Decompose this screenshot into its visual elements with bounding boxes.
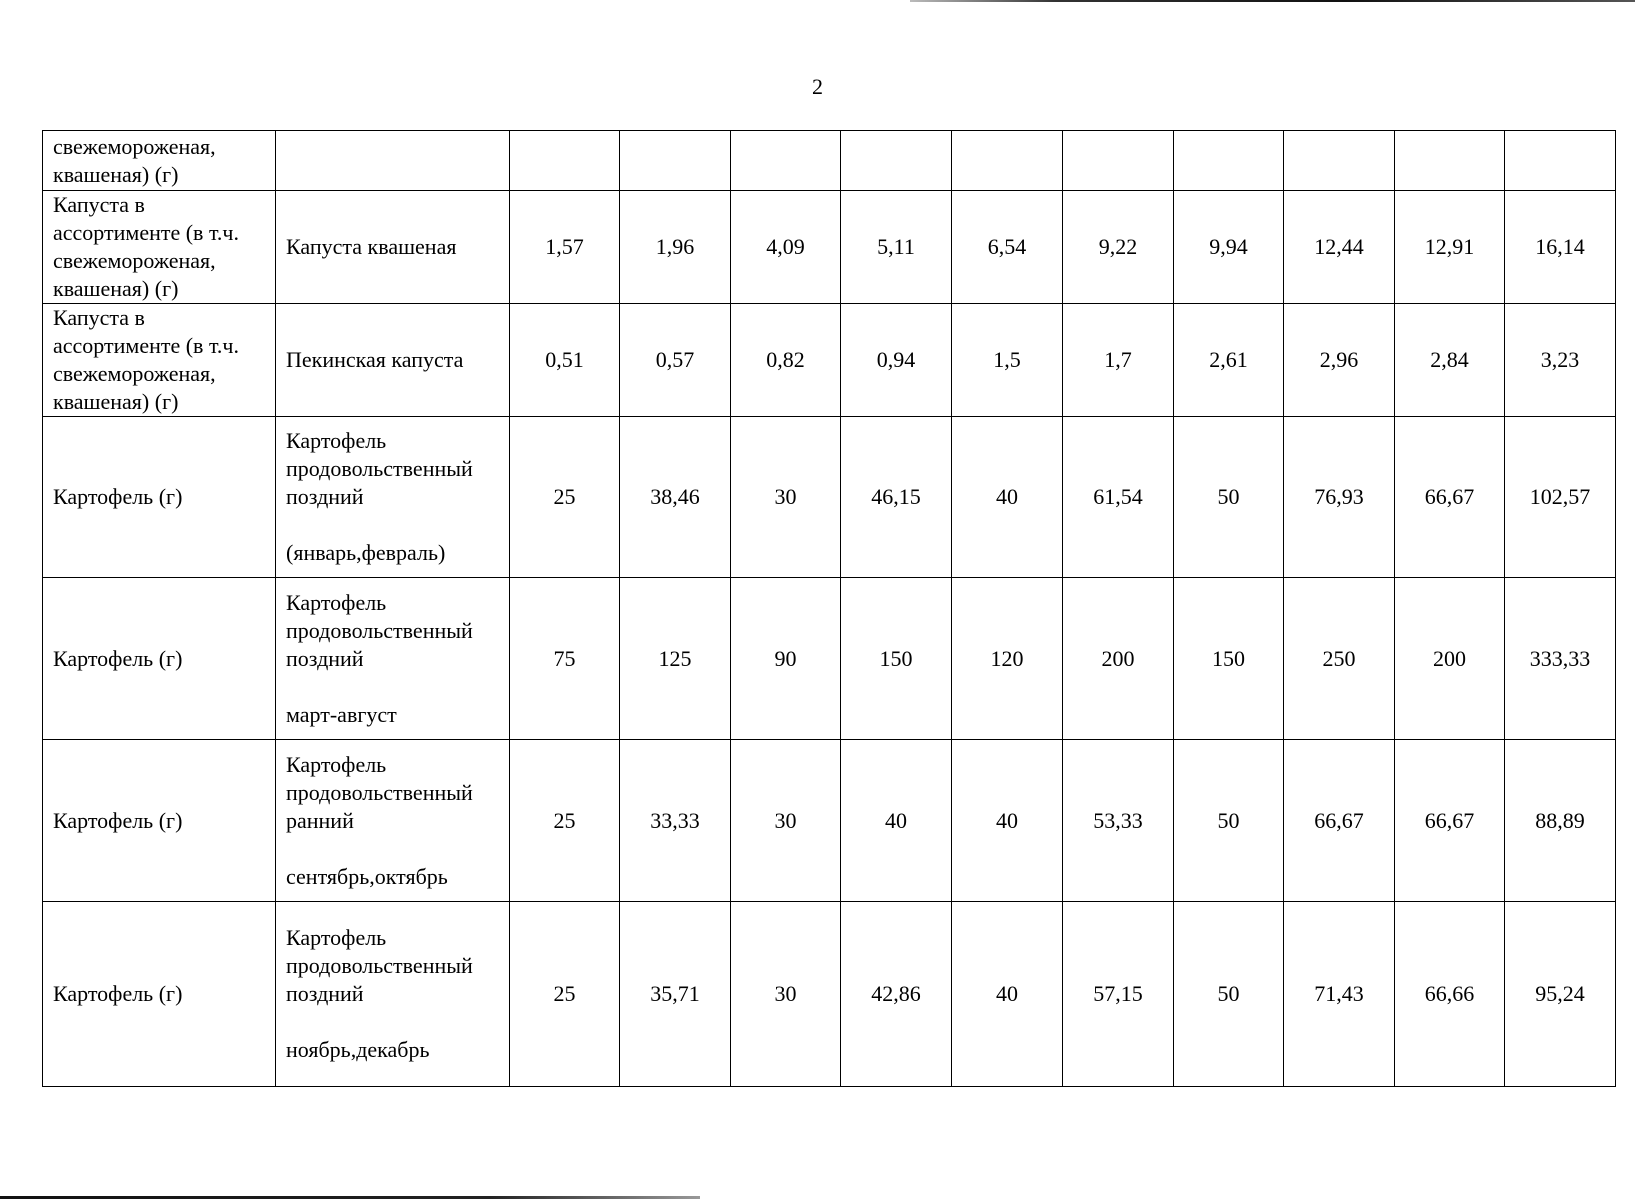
product-cell <box>276 417 510 578</box>
value-cell: 50 <box>1174 902 1284 1087</box>
product-line: Картофель <box>286 428 387 453</box>
value-cell: 0,82 <box>731 304 841 417</box>
value-cell: 46,15 <box>841 417 952 578</box>
value-cell: 66,67 <box>1284 740 1395 902</box>
product-line: (январь,февраль) <box>286 540 446 565</box>
product-line: продовольственный <box>286 456 473 481</box>
product-line <box>286 511 499 539</box>
value-cell: 12,44 <box>1284 191 1395 304</box>
page-number: 2 <box>812 74 823 99</box>
value-cell: 1,57 <box>510 191 620 304</box>
value-cell: 30 <box>731 417 841 578</box>
product-line: Пекинская капуста <box>286 347 464 372</box>
value-cell: 4,09 <box>731 191 841 304</box>
value-cell: 1,7 <box>1063 304 1174 417</box>
value-cell <box>731 131 841 191</box>
product-cell <box>276 740 510 902</box>
value-cell: 6,54 <box>952 191 1063 304</box>
value-cell: 38,46 <box>620 417 731 578</box>
value-cell: 2,96 <box>1284 304 1395 417</box>
value-cell: 2,61 <box>1174 304 1284 417</box>
value-cell: 333,33 <box>1505 578 1616 740</box>
value-cell: 40 <box>952 417 1063 578</box>
value-cell: 61,54 <box>1063 417 1174 578</box>
table-row <box>43 578 1616 740</box>
value-cell: 9,22 <box>1063 191 1174 304</box>
table-row <box>43 740 1616 902</box>
product-cell <box>276 304 510 417</box>
value-cell: 40 <box>952 740 1063 902</box>
value-cell: 12,91 <box>1395 191 1505 304</box>
value-cell: 40 <box>952 902 1063 1087</box>
value-cell: 0,57 <box>620 304 731 417</box>
value-cell: 3,23 <box>1505 304 1616 417</box>
value-cell: 40 <box>841 740 952 902</box>
value-cell: 2,84 <box>1395 304 1505 417</box>
category-cell: свежемороженая, квашеная) (г) <box>43 131 276 191</box>
value-cell: 150 <box>1174 578 1284 740</box>
category-cell: Капуста в ассортименте (в т.ч. свежемороженая, квашеная) (г) <box>43 304 276 417</box>
category-cell: Картофель (г) <box>43 578 276 740</box>
value-cell: 33,33 <box>620 740 731 902</box>
value-cell <box>1395 131 1505 191</box>
product-cell <box>276 131 510 191</box>
value-cell: 95,24 <box>1505 902 1616 1087</box>
value-cell <box>1284 131 1395 191</box>
scan-artifact-bottom-line <box>0 1196 700 1199</box>
value-cell: 1,5 <box>952 304 1063 417</box>
value-cell <box>1063 131 1174 191</box>
product-line: сентябрь,октябрь <box>286 863 448 889</box>
product-line: Картофель <box>286 589 387 615</box>
value-cell <box>1174 131 1284 191</box>
value-cell: 200 <box>1063 578 1174 740</box>
value-cell: 66,67 <box>1395 417 1505 578</box>
value-cell: 0,51 <box>510 304 620 417</box>
value-cell: 66,67 <box>1395 740 1505 902</box>
value-cell: 50 <box>1174 417 1284 578</box>
value-cell: 90 <box>731 578 841 740</box>
product-cell <box>276 578 510 740</box>
norms-table <box>42 130 1616 1087</box>
value-cell: 25 <box>510 740 620 902</box>
value-cell: 102,57 <box>1505 417 1616 578</box>
product-line <box>286 1008 499 1036</box>
product-line: Капуста квашеная <box>286 234 457 259</box>
product-line <box>286 673 499 701</box>
product-cell <box>276 902 510 1087</box>
table-row <box>43 417 1616 578</box>
product-line: март-август <box>286 701 397 727</box>
value-cell: 88,89 <box>1505 740 1616 902</box>
product-line: продовольственный <box>286 953 473 978</box>
table-row <box>43 304 1616 417</box>
product-line <box>286 835 499 863</box>
value-cell: 200 <box>1395 578 1505 740</box>
category-cell: Картофель (г) <box>43 902 276 1087</box>
product-line: продовольственный <box>286 617 473 643</box>
value-cell <box>841 131 952 191</box>
product-line: ноябрь,декабрь <box>286 1037 430 1062</box>
category-cell: Картофель (г) <box>43 417 276 578</box>
value-cell: 150 <box>841 578 952 740</box>
product-line: поздний <box>286 645 364 671</box>
product-line: ранний <box>286 807 354 833</box>
value-cell: 30 <box>731 902 841 1087</box>
value-cell: 1,96 <box>620 191 731 304</box>
category-cell: Картофель (г) <box>43 740 276 902</box>
value-cell <box>620 131 731 191</box>
value-cell: 120 <box>952 578 1063 740</box>
value-cell: 25 <box>510 417 620 578</box>
value-cell: 9,94 <box>1174 191 1284 304</box>
value-cell: 71,43 <box>1284 902 1395 1087</box>
value-cell: 66,66 <box>1395 902 1505 1087</box>
value-cell <box>1505 131 1616 191</box>
value-cell: 25 <box>510 902 620 1087</box>
scan-artifact-top-line <box>910 0 1635 2</box>
value-cell: 35,71 <box>620 902 731 1087</box>
product-line: Картофель <box>286 751 387 777</box>
value-cell: 75 <box>510 578 620 740</box>
product-line: Картофель <box>286 925 387 950</box>
product-line: поздний <box>286 981 364 1006</box>
value-cell: 53,33 <box>1063 740 1174 902</box>
category-cell: Капуста в ассортименте (в т.ч. свежемороженая, квашеная) (г) <box>43 191 276 304</box>
value-cell: 30 <box>731 740 841 902</box>
product-line: поздний <box>286 484 364 509</box>
value-cell <box>952 131 1063 191</box>
value-cell: 76,93 <box>1284 417 1395 578</box>
value-cell: 50 <box>1174 740 1284 902</box>
table-row <box>43 902 1616 1087</box>
product-cell <box>276 191 510 304</box>
value-cell: 57,15 <box>1063 902 1174 1087</box>
value-cell: 42,86 <box>841 902 952 1087</box>
value-cell: 0,94 <box>841 304 952 417</box>
value-cell: 16,14 <box>1505 191 1616 304</box>
value-cell: 250 <box>1284 578 1395 740</box>
value-cell: 5,11 <box>841 191 952 304</box>
product-line: продовольственный <box>286 779 473 805</box>
table-body <box>43 131 1616 1087</box>
table-row <box>43 131 1616 191</box>
value-cell <box>510 131 620 191</box>
value-cell: 125 <box>620 578 731 740</box>
table-row <box>43 191 1616 304</box>
